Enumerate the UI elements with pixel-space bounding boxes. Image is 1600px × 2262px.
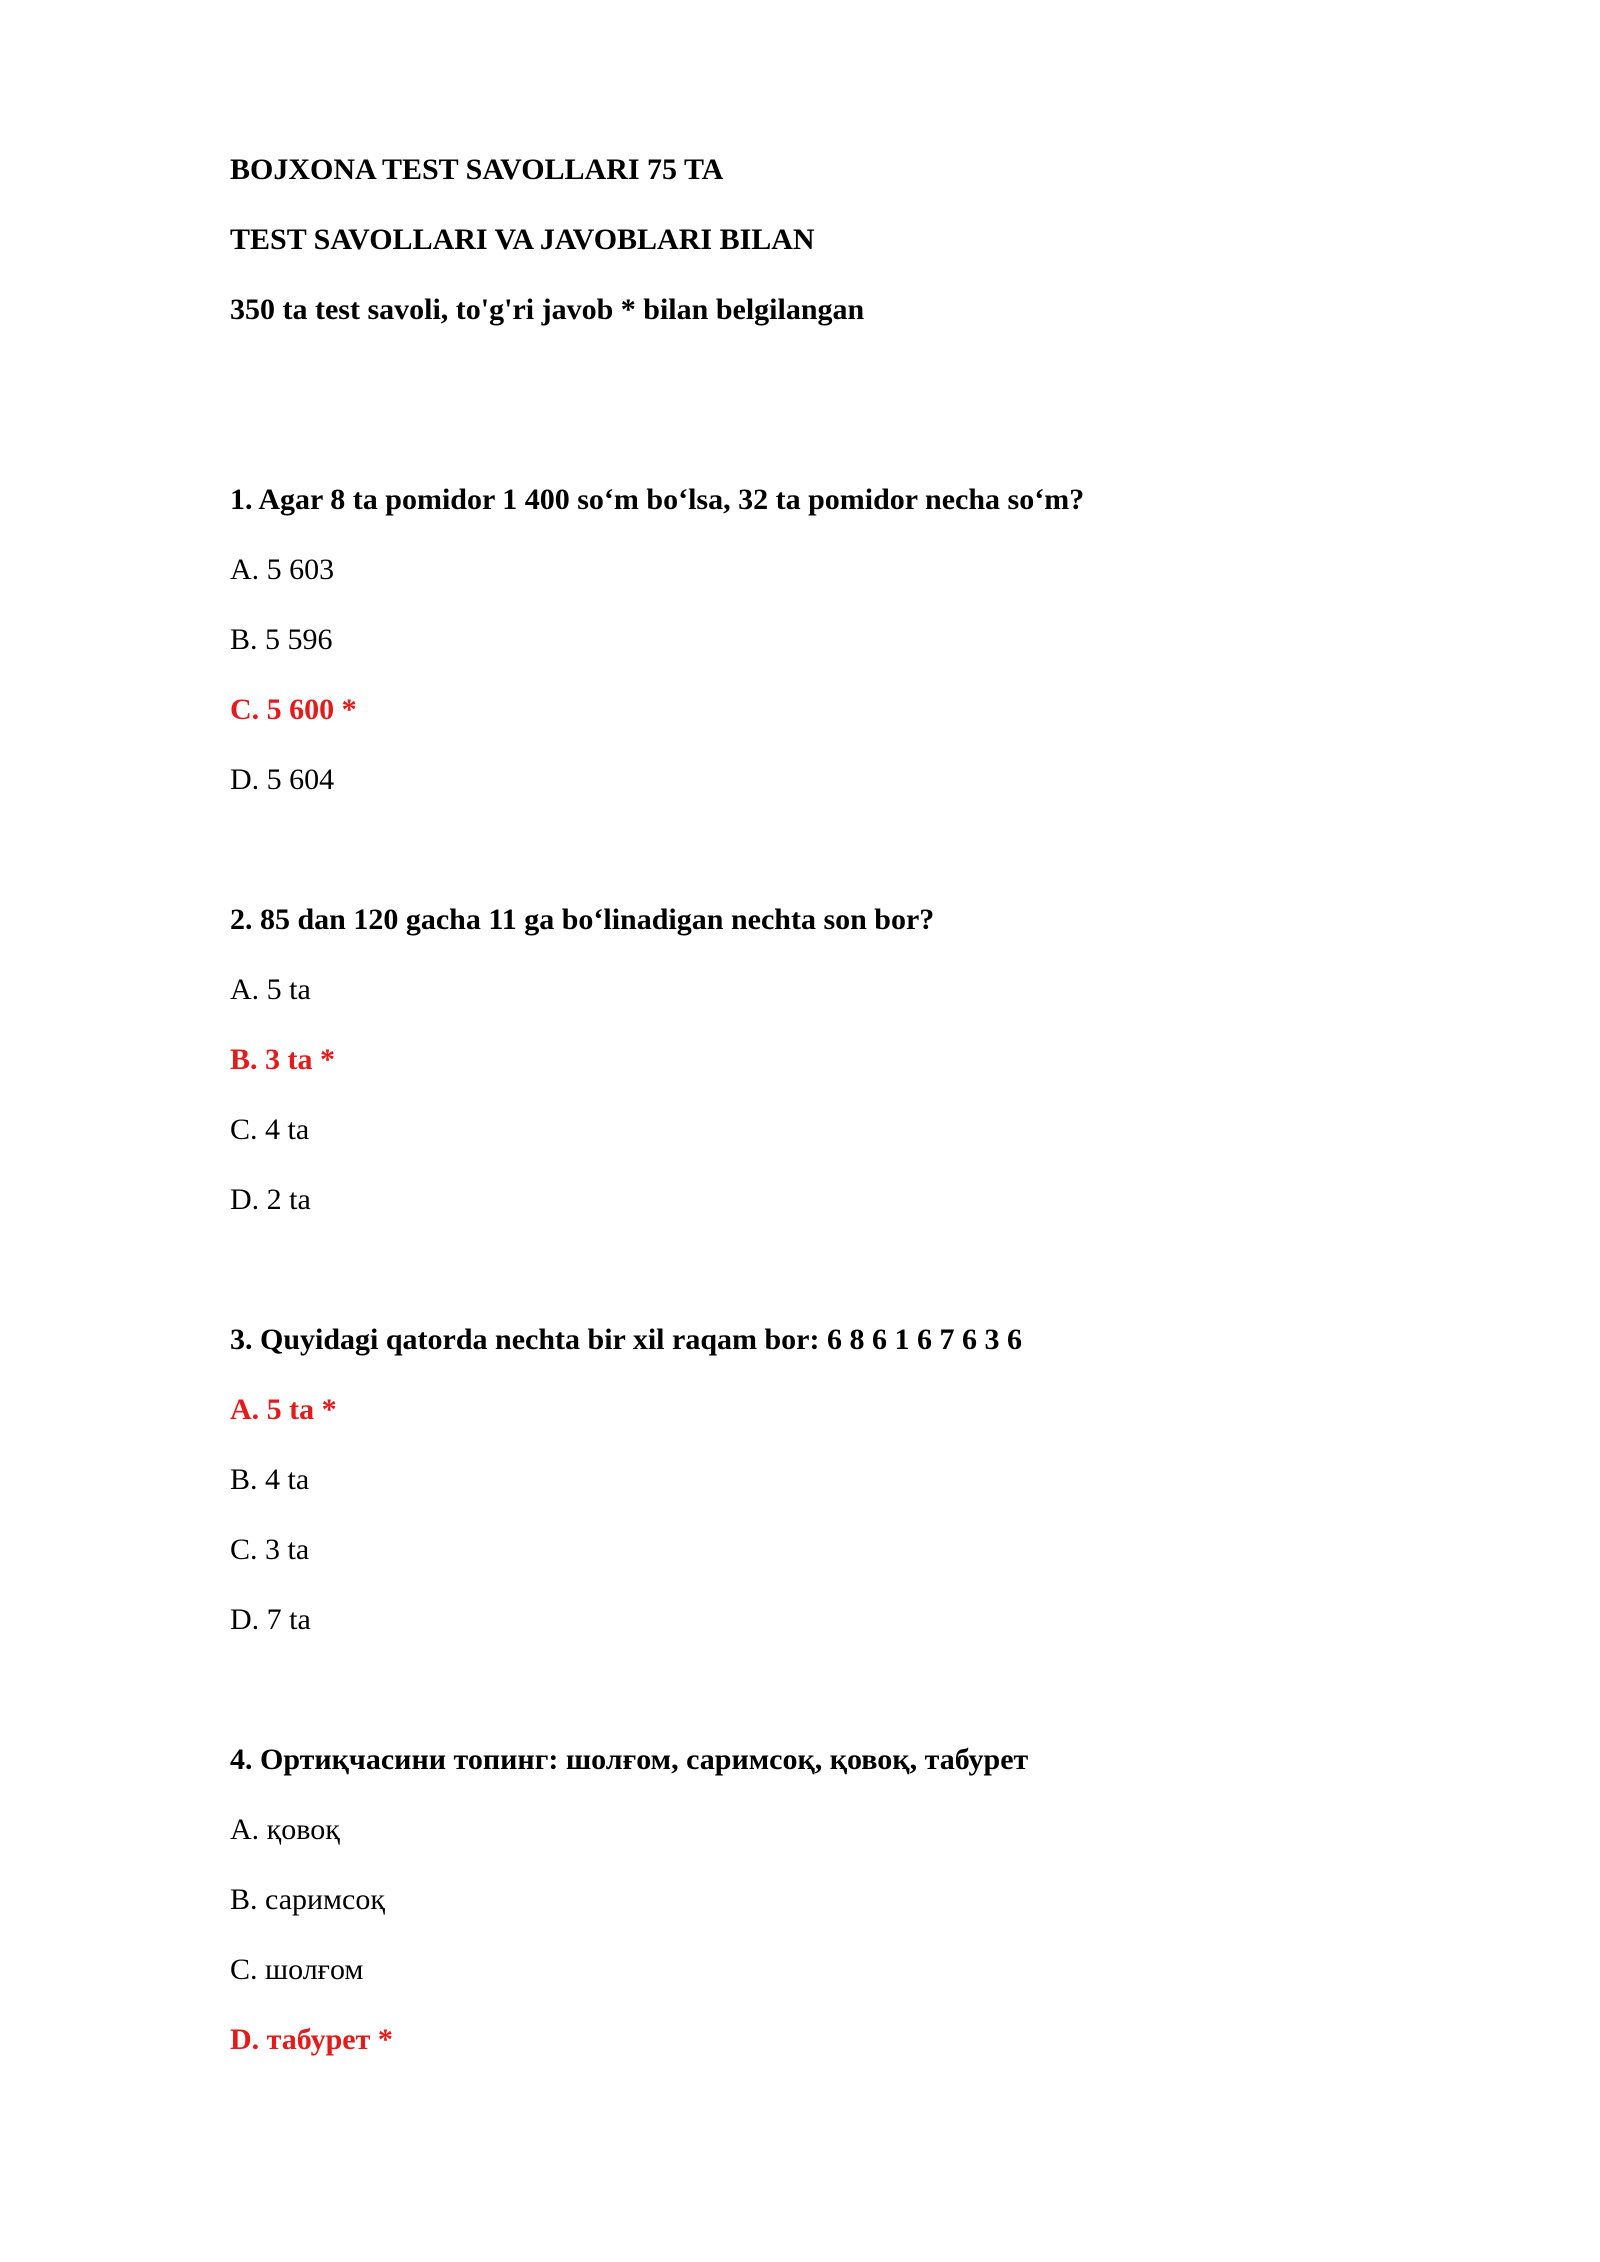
question-separator: [230, 1250, 1600, 1320]
option-a: A. 5 ta: [230, 973, 311, 1006]
question-text: 3. Quyidagi qatorda nechta bir xil raqam bor: 6 8 6 1 6 7 6 3 6: [230, 1323, 1022, 1356]
option-c-correct: C. 5 600 *: [230, 693, 357, 726]
option-d-correct: D. табурет *: [230, 2023, 393, 2056]
option-b: B. 4 ta: [230, 1463, 310, 1496]
option-d: D. 2 ta: [230, 1183, 311, 1216]
question-3: [230, 1320, 1600, 1640]
question-4: [230, 1740, 1600, 2060]
document-subtitle: TEST SAVOLLARI VA JAVOBLARI BILAN: [230, 223, 815, 256]
option-c: C. 3 ta: [230, 1533, 310, 1566]
option-b: B. саримсоқ: [230, 1883, 385, 1916]
option-c: C. 4 ta: [230, 1113, 310, 1146]
option-d: D. 7 ta: [230, 1603, 311, 1636]
question-separator: [230, 830, 1600, 900]
question-text: 4. Ортиқчасини топинг: шолғом, саримсоқ, қовоқ, табурет: [230, 1743, 1029, 1776]
document-note: 350 ta test savoli, to'g'ri javob * bilan belgilangan: [230, 293, 865, 326]
document-title: BOJXONA TEST SAVOLLARI 75 TA: [230, 153, 724, 186]
question-separator: [230, 1670, 1600, 1740]
question-text: 2. 85 dan 120 gacha 11 ga bo‘linadigan nechta son bor?: [230, 903, 935, 936]
question-text: 1. Agar 8 ta pomidor 1 400 so‘m bo‘lsa, 32 ta pomidor necha so‘m?: [230, 483, 1085, 516]
question-2: [230, 900, 1600, 1220]
question-1: [230, 480, 1600, 800]
option-a-correct: A. 5 ta *: [230, 1393, 337, 1426]
option-b-correct: B. 3 ta *: [230, 1043, 335, 1076]
option-a: A. 5 603: [230, 553, 335, 586]
option-a: A. қовоқ: [230, 1813, 340, 1846]
option-b: B. 5 596: [230, 623, 333, 656]
option-d: D. 5 604: [230, 763, 335, 796]
option-c: C. шолғом: [230, 1953, 364, 1986]
